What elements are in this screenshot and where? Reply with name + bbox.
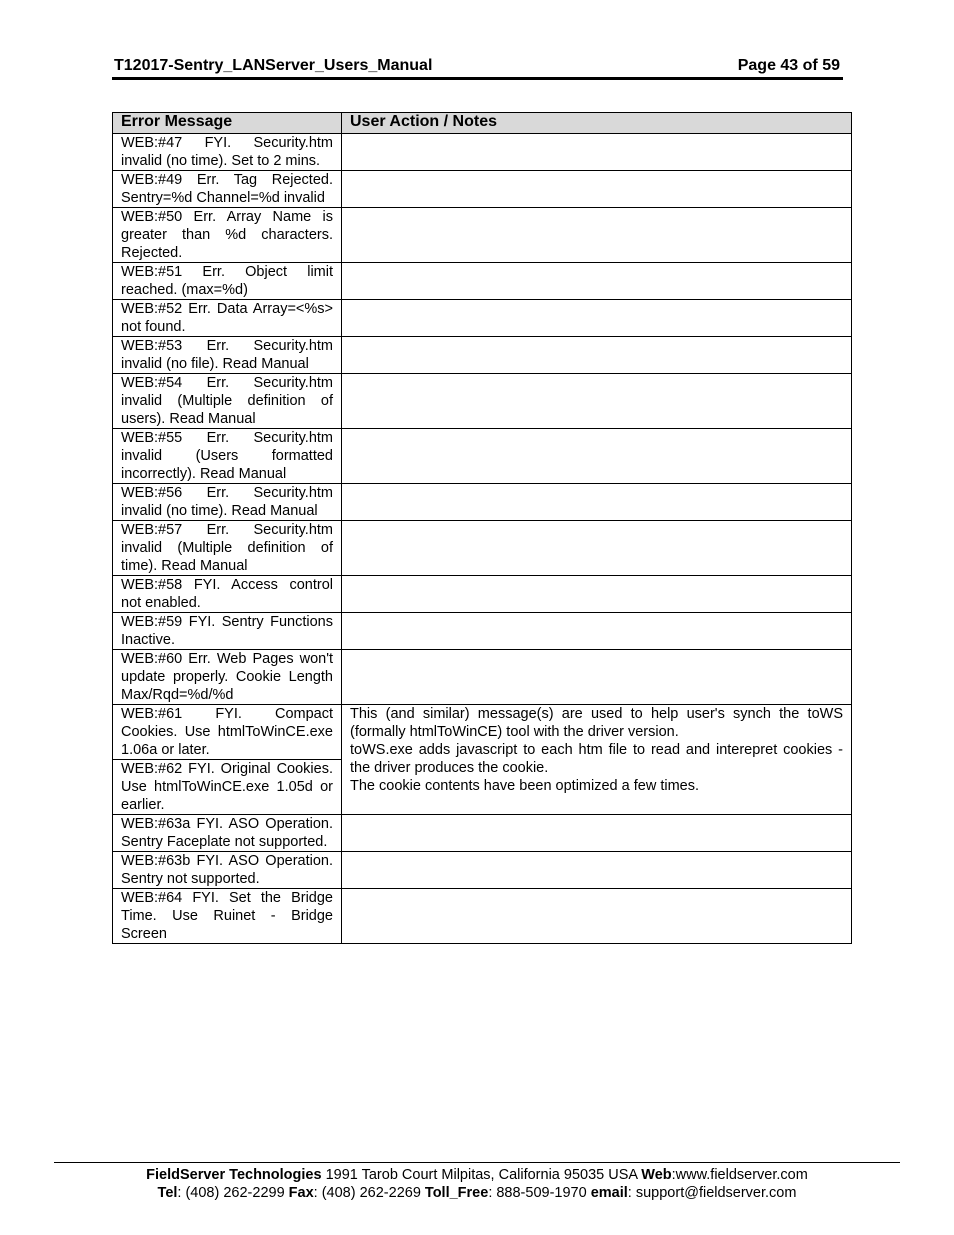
- error-message-cell: WEB:#55 Err. Security.htm invalid (Users formatted incorrectly). Read Manual: [113, 429, 342, 484]
- column-header-error-message: Error Message: [113, 113, 342, 134]
- table-row: [113, 337, 852, 374]
- error-message-cell: WEB:#53 Err. Security.htm invalid (no file). Read Manual: [113, 337, 342, 374]
- notes-cell: [342, 576, 852, 613]
- error-message-table: [112, 112, 852, 944]
- notes-paragraph: This (and similar) message(s) are used to help user's synch the toWS (formally htmlToWinCE) tool with the driver version.: [350, 706, 843, 740]
- column-header-user-action: User Action / Notes: [342, 113, 852, 134]
- footer-fax-value: : (408) 262-2269: [313, 1185, 425, 1201]
- notes-cell: [342, 337, 852, 374]
- notes-cell: [342, 429, 852, 484]
- error-message-cell: WEB:#47 FYI. Security.htm invalid (no time). Set to 2 mins.: [113, 134, 342, 171]
- footer-email-label: email: [590, 1185, 628, 1201]
- table-row: [113, 521, 852, 576]
- error-message-cell: WEB:#63b FYI. ASO Operation. Sentry not supported.: [113, 852, 342, 889]
- footer-tel-label: Tel: [157, 1185, 178, 1201]
- error-message-cell: WEB:#60 Err. Web Pages won't update properly. Cookie Length Max/Rqd=%d/%d: [113, 650, 342, 705]
- notes-cell: [342, 134, 852, 171]
- table-row: [113, 705, 852, 760]
- notes-cell: [342, 852, 852, 889]
- footer-toll-label: Toll_Free: [424, 1185, 489, 1201]
- notes-cell: [342, 171, 852, 208]
- footer-contact-line: [0, 1185, 954, 1201]
- footer-company: FieldServer Technologies: [146, 1167, 322, 1183]
- error-message-cell: WEB:#52 Err. Data Array=<%s> not found.: [113, 300, 342, 337]
- footer-web-label: Web: [641, 1167, 672, 1183]
- table-row: [113, 484, 852, 521]
- shared-notes-cell: [342, 705, 852, 815]
- table-row: [113, 650, 852, 705]
- table-row: [113, 208, 852, 263]
- notes-paragraph: toWS.exe adds javascript to each htm file to read and interepret cookies - the driver produces the cookie.: [350, 742, 843, 776]
- footer-web-value: :www.fieldserver.com: [671, 1167, 808, 1183]
- error-message-cell: WEB:#49 Err. Tag Rejected. Sentry=%d Channel=%d invalid: [113, 171, 342, 208]
- notes-cell: [342, 889, 852, 944]
- error-message-cell: WEB:#62 FYI. Original Cookies. Use htmlToWinCE.exe 1.05d or earlier.: [113, 760, 342, 815]
- notes-cell: [342, 613, 852, 650]
- error-message-cell: WEB:#64 FYI. Set the Bridge Time. Use Ruinet - Bridge Screen: [113, 889, 342, 944]
- table-row: [113, 171, 852, 208]
- document-title: T12017-Sentry_LANServer_Users_Manual: [114, 57, 433, 74]
- table-row: [113, 374, 852, 429]
- footer-divider: [54, 1162, 900, 1163]
- notes-cell: [342, 208, 852, 263]
- error-message-cell: WEB:#57 Err. Security.htm invalid (Multiple definition of time). Read Manual: [113, 521, 342, 576]
- notes-cell: [342, 650, 852, 705]
- notes-cell: [342, 300, 852, 337]
- page-number: Page 43 of 59: [737, 57, 840, 74]
- error-message-cell: WEB:#51 Err. Object limit reached. (max=%d): [113, 263, 342, 300]
- notes-cell: [342, 815, 852, 852]
- error-message-cell: WEB:#63a FYI. ASO Operation. Sentry Faceplate not supported.: [113, 815, 342, 852]
- notes-cell: [342, 374, 852, 429]
- table-row: [113, 300, 852, 337]
- page-header: [112, 56, 843, 80]
- table-row: [113, 429, 852, 484]
- table-row: [113, 263, 852, 300]
- footer-fax-label: Fax: [288, 1185, 314, 1201]
- error-message-cell: WEB:#56 Err. Security.htm invalid (no time). Read Manual: [113, 484, 342, 521]
- table-row: [113, 852, 852, 889]
- footer-tel-value: : (408) 262-2299: [177, 1185, 289, 1201]
- table-row: [113, 134, 852, 171]
- table-row: [113, 576, 852, 613]
- footer-address-line: [0, 1167, 954, 1183]
- error-message-cell: WEB:#61 FYI. Compact Cookies. Use htmlToWinCE.exe 1.06a or later.: [113, 705, 342, 760]
- notes-cell: [342, 484, 852, 521]
- notes-paragraph: The cookie contents have been optimized a few times.: [350, 778, 699, 794]
- footer-toll-value: : 888-509-1970: [488, 1185, 591, 1201]
- error-message-cell: WEB:#58 FYI. Access control not enabled.: [113, 576, 342, 613]
- error-message-cell: WEB:#54 Err. Security.htm invalid (Multiple definition of users). Read Manual: [113, 374, 342, 429]
- table-row: [113, 889, 852, 944]
- notes-cell: [342, 263, 852, 300]
- error-message-cell: WEB:#50 Err. Array Name is greater than %d characters. Rejected.: [113, 208, 342, 263]
- table-row: [113, 613, 852, 650]
- notes-cell: [342, 521, 852, 576]
- table-header-row: [113, 113, 852, 134]
- table-row: [113, 815, 852, 852]
- footer-email-value: : support@fieldserver.com: [627, 1185, 797, 1201]
- footer-address: 1991 Tarob Court Milpitas, California 95035 USA: [321, 1167, 642, 1183]
- error-message-cell: WEB:#59 FYI. Sentry Functions Inactive.: [113, 613, 342, 650]
